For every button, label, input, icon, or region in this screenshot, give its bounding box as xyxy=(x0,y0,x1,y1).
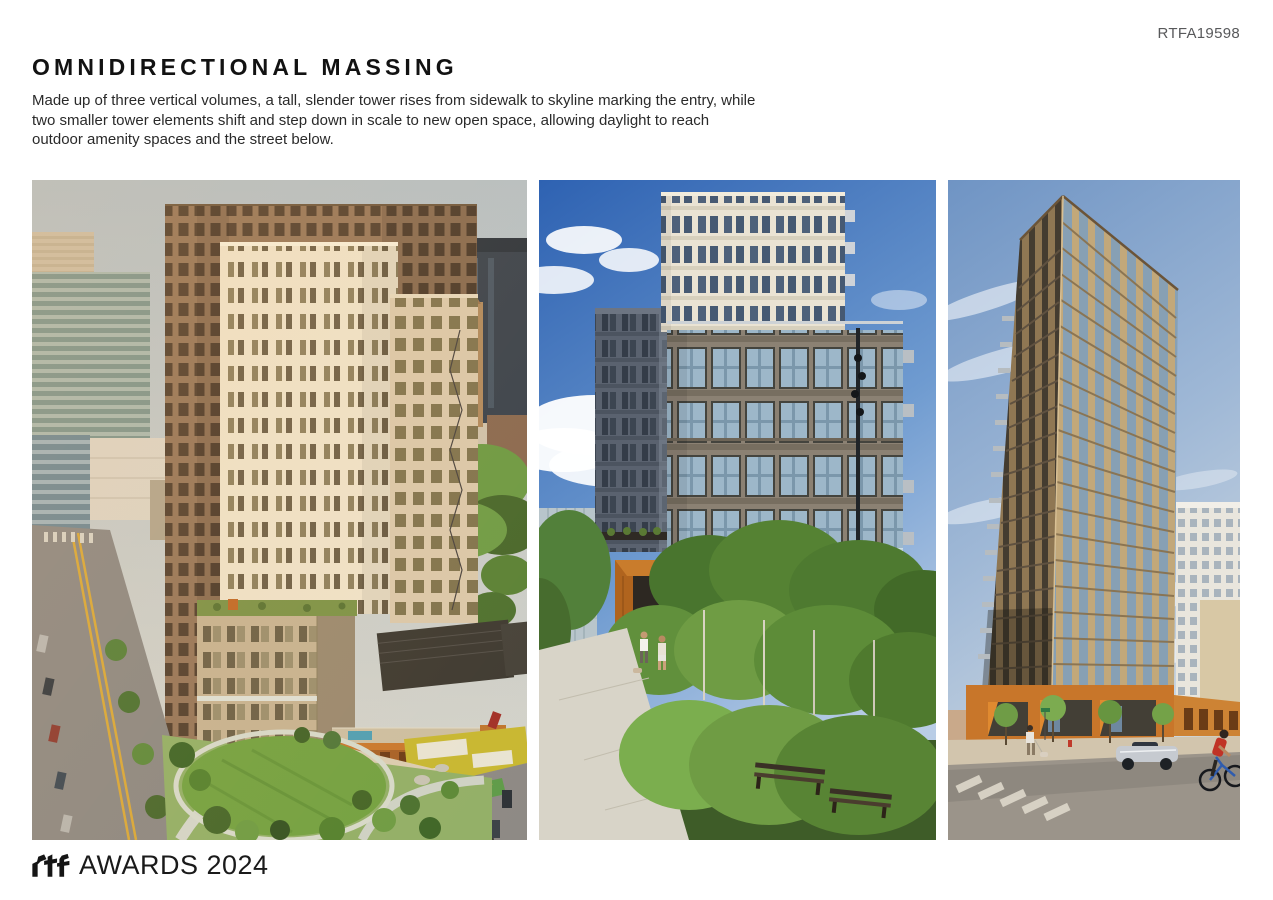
rtf-logo-icon xyxy=(30,845,70,885)
intro-paragraph: Made up of three vertical volumes, a tall, slender tower rises from sidewalk to skyline marking the entry, while two smaller tower elements shift and step down in scale to new open space, allowing daylight to reach outdoor amenity spaces and the street below. xyxy=(32,92,756,148)
footer-logo xyxy=(30,845,269,885)
photo-aerial-view xyxy=(32,180,527,840)
golden-hour-overlay xyxy=(32,180,527,840)
podium-view-illustration xyxy=(539,180,936,840)
page-title: OMNIDIRECTIONAL MASSING xyxy=(32,54,458,80)
document-code: RTFA19598 xyxy=(1157,25,1240,42)
photo-gallery xyxy=(32,180,1240,840)
dark-side-tower xyxy=(595,308,671,552)
photo-corner-view xyxy=(948,180,1240,840)
awards-label: AWARDS 2024 xyxy=(79,849,269,880)
photo-podium-view xyxy=(539,180,936,840)
white-upper-tower xyxy=(661,192,855,332)
corner-view-illustration xyxy=(948,180,1240,840)
aerial-view-illustration xyxy=(32,180,527,840)
gray-mid-volume xyxy=(667,321,914,555)
